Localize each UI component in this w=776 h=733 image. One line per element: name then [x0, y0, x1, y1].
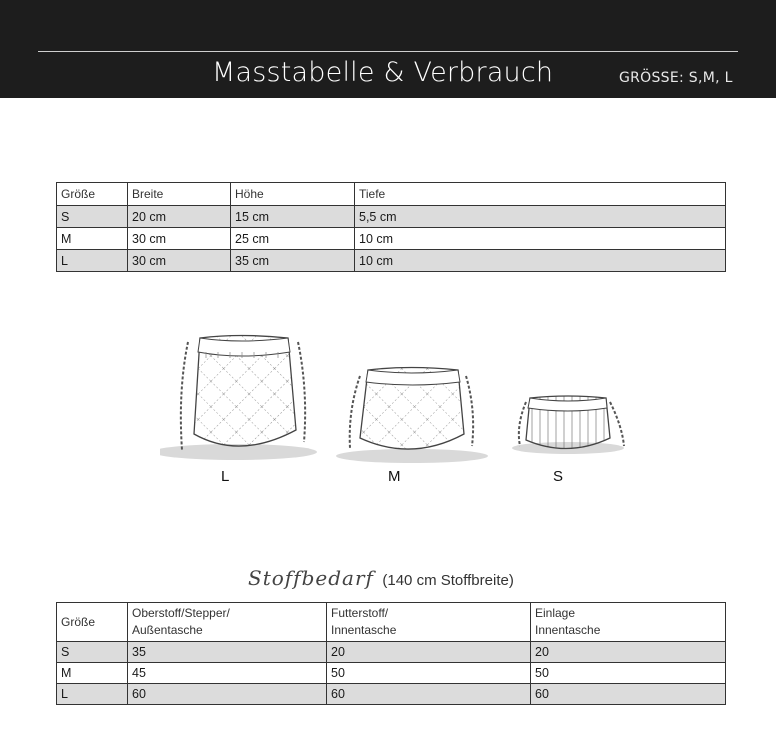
interfacing-cell: 60 [531, 684, 726, 705]
column-header: Breite [128, 183, 231, 206]
column-header [327, 603, 531, 642]
lining-fabric-cell: 50 [327, 663, 531, 684]
depth-cell: 5,5 cm [355, 206, 726, 228]
height-cell: 15 cm [231, 206, 355, 228]
column-header-line: Größe [61, 614, 96, 629]
width-cell: 30 cm [128, 250, 231, 272]
fabric-table [56, 602, 726, 705]
table-row [57, 206, 726, 228]
bag-medium-sketch [336, 368, 488, 464]
bag-illustrations [160, 330, 640, 490]
table-row [57, 228, 726, 250]
header-bar [0, 0, 776, 98]
bag-small-sketch [512, 396, 624, 454]
size-cell: S [57, 642, 128, 663]
column-header-line: Außentasche [132, 623, 203, 637]
depth-cell: 10 cm [355, 250, 726, 272]
column-header-line: Einlage [535, 606, 576, 620]
header-divider [38, 51, 738, 52]
fabric-width-note: (140 cm Stoffbreite) [382, 572, 514, 589]
column-header-line: Futterstoff/ [331, 606, 389, 620]
column-header-line: Oberstoff/Stepper/ [132, 606, 230, 620]
table-header-row [57, 603, 726, 642]
column-header [531, 603, 726, 642]
height-cell: 35 cm [231, 250, 355, 272]
lining-fabric-cell: 60 [327, 684, 531, 705]
table-row [57, 684, 726, 705]
bag-large-sketch [160, 336, 317, 461]
size-cell: M [57, 228, 128, 250]
outer-fabric-cell: 35 [128, 642, 327, 663]
table-header-row [57, 183, 726, 206]
table-row [57, 663, 726, 684]
bag-label-medium: M [388, 468, 401, 485]
column-header: Größe [57, 183, 128, 206]
table-row [57, 642, 726, 663]
size-cell: S [57, 206, 128, 228]
depth-cell: 10 cm [355, 228, 726, 250]
column-header-line: Innentasche [331, 623, 397, 637]
column-header [128, 603, 327, 642]
interfacing-cell: 50 [531, 663, 726, 684]
table-row [57, 250, 726, 272]
width-cell: 20 cm [128, 206, 231, 228]
fabric-heading-script: Stoffbedarf [248, 566, 374, 590]
page-title: Masstabelle & Verbrauch [212, 57, 554, 88]
column-header: Höhe [231, 183, 355, 206]
dimensions-table [56, 182, 726, 272]
size-range-label: GRÖSSE: S,M, L [619, 70, 733, 86]
height-cell: 25 cm [231, 228, 355, 250]
lining-fabric-cell: 20 [327, 642, 531, 663]
bag-sketches [160, 330, 640, 490]
size-cell: L [57, 250, 128, 272]
column-header [57, 603, 128, 642]
outer-fabric-cell: 45 [128, 663, 327, 684]
column-header-line: Innentasche [535, 623, 601, 637]
interfacing-cell: 20 [531, 642, 726, 663]
outer-fabric-cell: 60 [128, 684, 327, 705]
bag-label-small: S [553, 468, 564, 485]
fabric-heading [248, 566, 514, 590]
bag-label-large: L [221, 468, 230, 485]
width-cell: 30 cm [128, 228, 231, 250]
column-header: Tiefe [355, 183, 726, 206]
size-cell: M [57, 663, 128, 684]
size-cell: L [57, 684, 128, 705]
